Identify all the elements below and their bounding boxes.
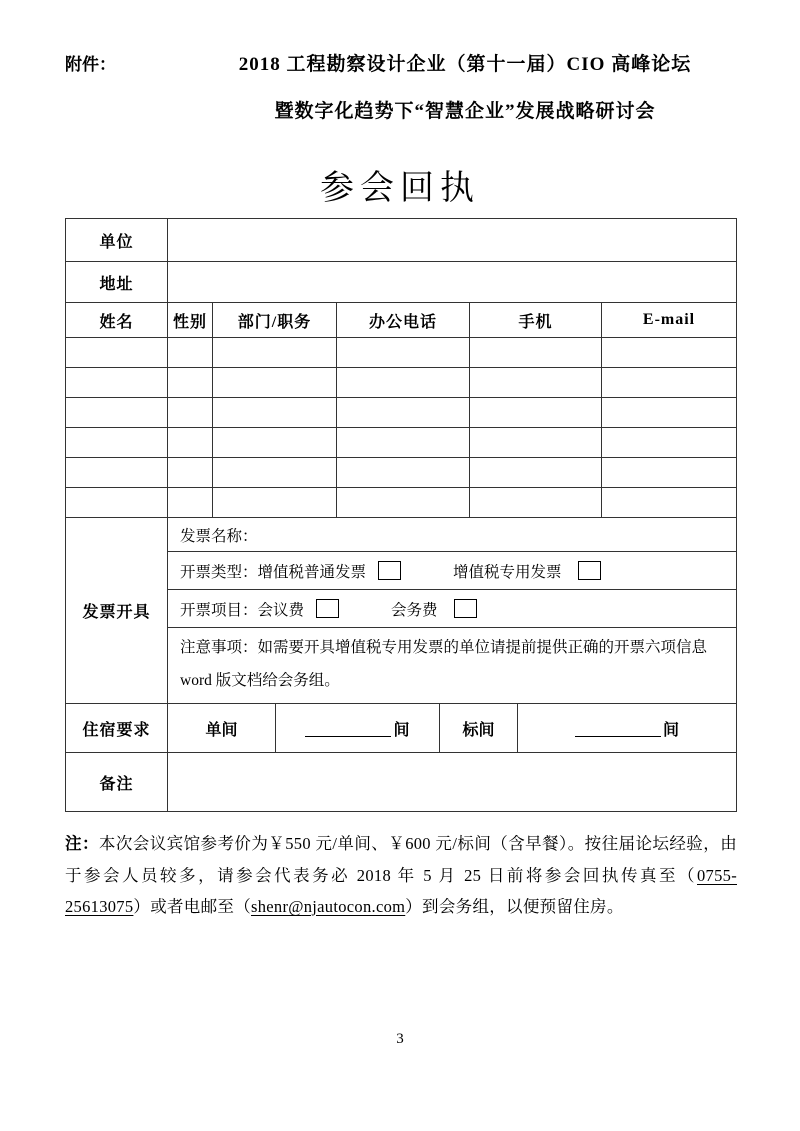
attendee-cell[interactable] <box>168 428 213 457</box>
invoice-notice-line2: word 版文档给会务组。 <box>180 672 340 689</box>
address-label: 地址 <box>66 262 168 302</box>
attendee-cell[interactable] <box>168 398 213 427</box>
attendee-cell[interactable] <box>213 428 337 457</box>
footer-note-prefix: 注： <box>65 834 99 853</box>
checkbox-vat-general[interactable] <box>378 561 401 580</box>
invoice-item-row <box>168 590 736 628</box>
invoice-subtable <box>168 518 736 703</box>
attendee-cell[interactable] <box>168 368 213 397</box>
header-name: 姓名 <box>66 303 168 337</box>
registration-table <box>65 218 737 812</box>
attendee-cell[interactable] <box>602 338 736 367</box>
header-office-phone: 办公电话 <box>337 303 470 337</box>
header-dept: 部门/职务 <box>213 303 337 337</box>
attendee-row <box>66 338 736 368</box>
address-row <box>66 262 736 303</box>
attendee-cell[interactable] <box>337 428 470 457</box>
attendee-cell[interactable] <box>66 398 168 427</box>
attendee-cell[interactable] <box>66 338 168 367</box>
unit-value-cell[interactable] <box>168 219 736 261</box>
invoice-type-option-general: 增值税普通发票 <box>257 563 367 581</box>
checkbox-conference-fee[interactable] <box>316 599 339 618</box>
attendee-cell[interactable] <box>470 338 602 367</box>
standard-room-count-cell <box>518 704 736 752</box>
unit-label: 单位 <box>66 219 168 261</box>
unit-row <box>66 219 736 262</box>
attendee-cell[interactable] <box>213 458 337 487</box>
attendee-cell[interactable] <box>470 428 602 457</box>
invoice-item-option-conference-fee: 会议费 <box>257 601 305 619</box>
attendee-row <box>66 428 736 458</box>
attendee-cell[interactable] <box>337 368 470 397</box>
attendee-cell[interactable] <box>602 428 736 457</box>
checkbox-service-fee[interactable] <box>454 599 477 618</box>
page-number: 3 <box>396 1031 404 1047</box>
invoice-name-label: 发票名称： <box>180 527 258 545</box>
attendee-cell[interactable] <box>470 488 602 517</box>
remarks-value-cell[interactable] <box>168 753 736 811</box>
attendee-cell[interactable] <box>470 458 602 487</box>
attendee-cell[interactable] <box>470 398 602 427</box>
conference-title-line1: 2018 工程勘察设计企业（第十一届）CIO 高峰论坛 <box>238 54 692 75</box>
email-address: shenr@njautocon.com <box>251 897 406 916</box>
attendee-cell[interactable] <box>337 458 470 487</box>
attendee-cell[interactable] <box>213 488 337 517</box>
attendee-cell[interactable] <box>213 338 337 367</box>
footer-note-body1: 本次会议宾馆参考价为￥550 元/单间、￥600 元/标间（含早餐）。按往届论坛经验，由于参会人员较多，请参会代表务必 2018 年 5 月 25 日前将参会回执传真至（ <box>65 834 737 885</box>
invoice-label: 发票开具 <box>66 518 168 703</box>
invoice-notice-row <box>168 628 736 703</box>
attendee-cell[interactable] <box>168 488 213 517</box>
document-header <box>0 0 800 127</box>
remarks-label: 备注 <box>66 753 168 811</box>
attendee-cell[interactable] <box>66 428 168 457</box>
address-value-cell[interactable] <box>168 262 736 302</box>
standard-room-count-blank[interactable] <box>575 719 661 737</box>
invoice-name-row[interactable] <box>168 518 736 552</box>
remarks-row <box>66 753 736 811</box>
header-email: E-mail <box>642 311 696 328</box>
accommodation-label: 住宿要求 <box>66 704 168 752</box>
invoice-type-option-special: 增值税专用发票 <box>453 563 562 581</box>
single-room-count-cell <box>276 704 440 752</box>
fax-number: 0755-25613075 <box>65 865 737 916</box>
attendee-cell[interactable] <box>602 398 736 427</box>
attendee-cell[interactable] <box>602 488 736 517</box>
attendee-cell[interactable] <box>213 398 337 427</box>
checkbox-vat-special[interactable] <box>578 561 601 580</box>
invoice-item-option-service-fee: 会务费 <box>391 601 438 619</box>
attendee-row <box>66 488 736 518</box>
footer-note-body2: ）或者电邮至（ <box>133 897 252 916</box>
attendee-cell[interactable] <box>602 458 736 487</box>
attendee-header-row <box>66 303 736 338</box>
attendee-cell[interactable] <box>168 338 213 367</box>
attendee-cell[interactable] <box>337 338 470 367</box>
invoice-type-row <box>168 552 736 590</box>
single-room-unit: 间 <box>393 721 410 739</box>
attendee-cell[interactable] <box>66 368 168 397</box>
attendee-cell[interactable] <box>168 458 213 487</box>
attendee-cell[interactable] <box>66 488 168 517</box>
attendee-row <box>66 398 736 428</box>
attendee-cell[interactable] <box>66 458 168 487</box>
attendee-cell[interactable] <box>602 368 736 397</box>
header-gender: 性别 <box>168 303 213 337</box>
conference-title-line2: 暨数字化趋势下“智慧企业”发展战略研讨会 <box>274 101 656 122</box>
attendee-row <box>66 368 736 398</box>
attendee-cell[interactable] <box>470 368 602 397</box>
attendee-cell[interactable] <box>337 488 470 517</box>
invoice-row <box>66 518 736 704</box>
attendee-cell[interactable] <box>337 398 470 427</box>
footer-note <box>65 828 737 923</box>
attendee-row <box>66 458 736 488</box>
conference-title <box>193 50 737 127</box>
invoice-type-label: 开票类型： <box>180 563 258 581</box>
header-mobile: 手机 <box>470 303 602 337</box>
single-room-label: 单间 <box>168 704 276 752</box>
single-room-count-blank[interactable] <box>305 719 391 737</box>
attendee-cell[interactable] <box>213 368 337 397</box>
standard-room-label: 标间 <box>440 704 518 752</box>
form-title: 参会回执 <box>320 170 480 207</box>
accommodation-row <box>66 704 736 753</box>
invoice-item-label: 开票项目： <box>180 601 258 619</box>
attachment-label: 附件： <box>65 55 116 74</box>
footer-note-body3: ）到会务组，以便预留住房。 <box>405 897 624 916</box>
invoice-notice-line1: 注意事项：如需要开具增值税专用发票的单位请提前提供正确的开票六项信息 <box>180 639 708 656</box>
standard-room-unit: 间 <box>662 721 679 739</box>
